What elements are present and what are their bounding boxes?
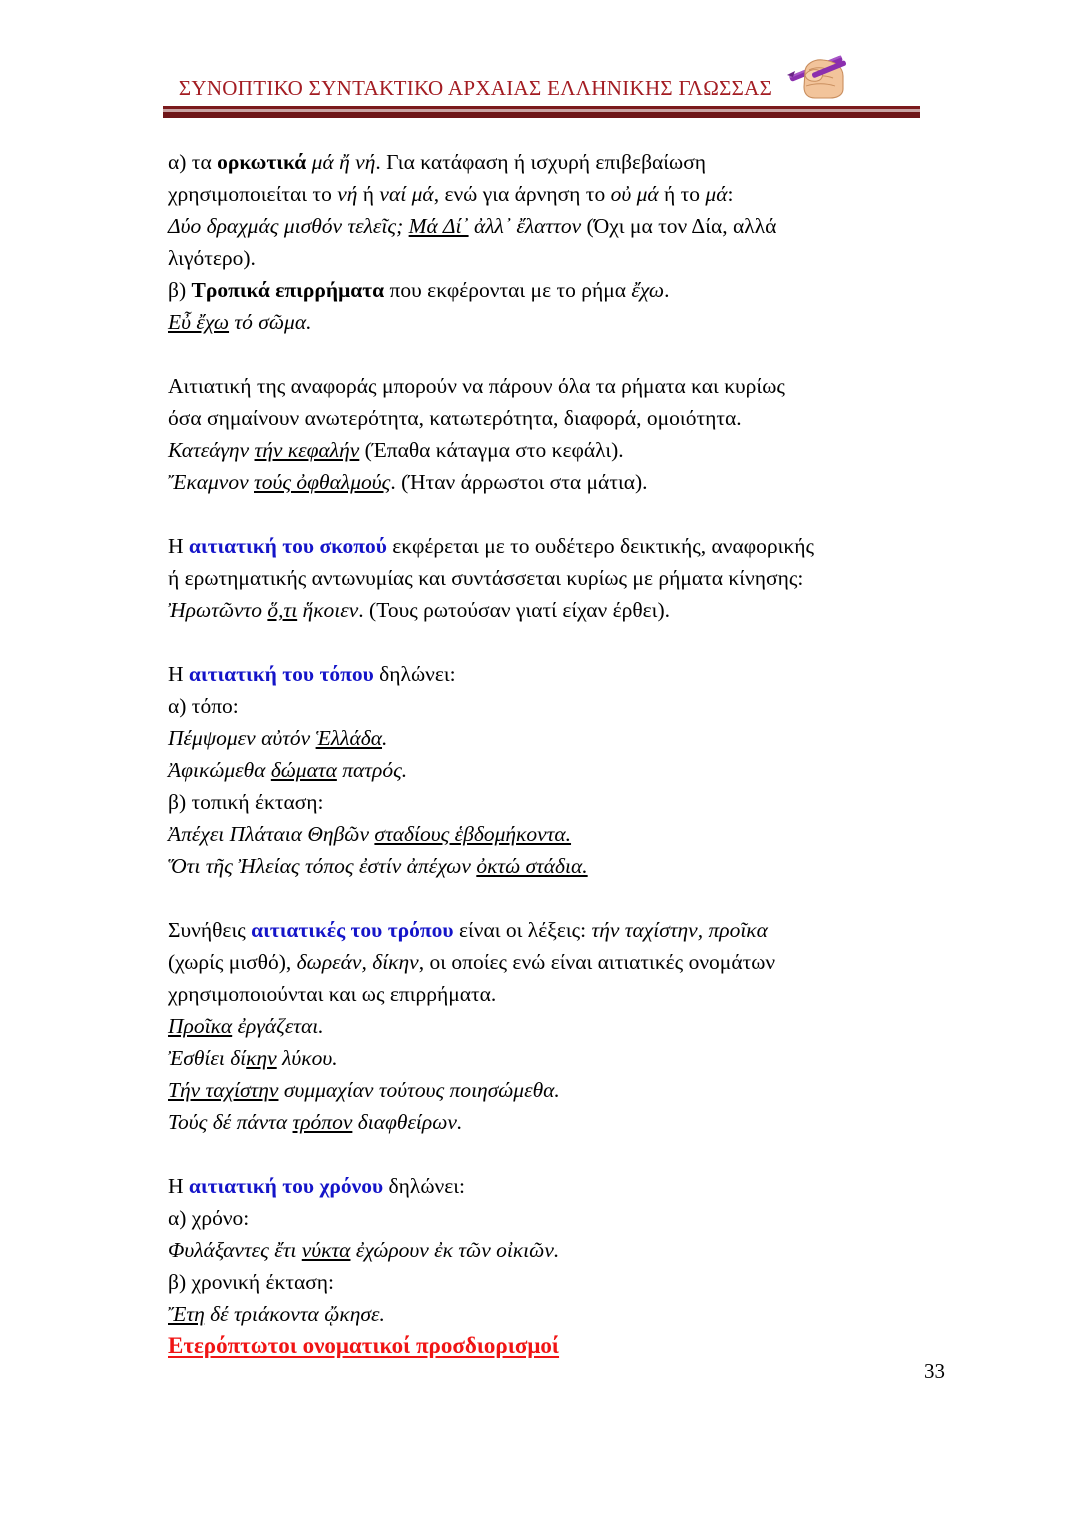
text-run: Ἔκαμνον	[168, 470, 254, 494]
text-line	[168, 722, 928, 754]
header-divider-rule	[163, 106, 920, 118]
text-line	[168, 370, 928, 402]
text-run: , οι οποίες ενώ είναι αιτιατικές ονομάτων	[418, 950, 776, 974]
text-run: δωρεάν, δίκην	[296, 950, 419, 974]
text-run: Εὖ ἔχω	[168, 310, 230, 334]
highlighted-term: αιτιατική του χρόνου	[188, 1174, 384, 1198]
text-line	[168, 402, 928, 434]
text-run: τούς ὀφθαλμούς	[254, 470, 391, 494]
text-line	[168, 1074, 928, 1106]
text-run: ή ερωτηματικής αντωνυμίας και συντάσσεται κυρίως με ρήματα κίνησης:	[168, 566, 804, 590]
text-line	[168, 1234, 928, 1266]
text-run: πατρός.	[336, 758, 408, 782]
text-run: Ἐσθίει δί	[168, 1046, 247, 1070]
text-run: σταδίους ἑβδομήκοντα.	[374, 822, 572, 846]
text-run: συμμαχίαν τούτους ποιησώμεθα.	[278, 1078, 560, 1102]
text-line	[168, 434, 928, 466]
text-block-aitiatiki-anaforas	[168, 370, 928, 498]
text-run: , ενώ για άρνηση το	[433, 182, 611, 206]
text-run: ἐχώρουν ἐκ τῶν οἰκιῶν.	[350, 1238, 560, 1262]
text-run: ή το	[664, 182, 706, 206]
text-line	[168, 1170, 928, 1202]
text-line	[168, 690, 928, 722]
text-line	[168, 1298, 928, 1330]
text-block-aitiatiki-chronou	[168, 1170, 928, 1330]
text-run: χρησιμοποιείται το	[168, 182, 338, 206]
text-line	[168, 818, 928, 850]
text-line	[168, 146, 928, 178]
text-line	[168, 530, 928, 562]
text-run: κην	[246, 1046, 277, 1070]
text-line	[168, 1202, 928, 1234]
text-line	[168, 1106, 928, 1138]
text-run: μά ἤ νή	[311, 150, 376, 174]
text-line	[168, 242, 928, 274]
text-run: Τροπικά επιρρήματα	[191, 278, 385, 302]
text-run: ή	[362, 182, 380, 206]
text-run: λύκου.	[276, 1046, 338, 1070]
highlighted-term: αιτιατικές του τρόπου	[251, 918, 454, 942]
text-run: ἐργάζεται.	[232, 1014, 324, 1038]
text-run: ἔχω	[631, 278, 665, 302]
highlighted-term: αιτιατική του σκοπού	[188, 534, 387, 558]
text-run: ὅ,τι	[267, 598, 298, 622]
text-run: Η	[168, 534, 189, 558]
text-line	[168, 1266, 928, 1298]
text-run: (Έπαθα κάταγμα στο κεφάλι).	[359, 438, 624, 462]
text-run: Ἠρωτῶντο	[168, 598, 268, 622]
text-line	[168, 946, 928, 978]
text-run: νή	[337, 182, 363, 206]
text-run: δηλώνει:	[373, 662, 456, 686]
text-run: β) τοπική έκταση:	[168, 790, 324, 814]
text-run: α) τα	[168, 150, 218, 174]
text-run: ναί μά	[379, 182, 434, 206]
text-run: Ἑλλάδα	[315, 726, 383, 750]
text-run: Προῖκα	[168, 1014, 233, 1038]
text-line	[168, 306, 928, 338]
text-run: μά	[705, 182, 728, 206]
page-number: 33	[924, 1359, 945, 1383]
text-run: είναι οι λέξεις:	[453, 918, 592, 942]
text-run: δώματα	[270, 758, 337, 782]
text-run: Τήν ταχίστην	[168, 1078, 279, 1102]
text-line	[168, 1042, 928, 1074]
text-run: δέ τριάκοντα ᾤκησε.	[204, 1302, 385, 1326]
text-line	[168, 978, 928, 1010]
text-run: Η	[168, 662, 189, 686]
text-run: οὐ μά	[610, 182, 665, 206]
text-run: Η	[168, 1174, 189, 1198]
text-run: ἥκοιεν	[297, 598, 359, 622]
text-run: τρόπον	[292, 1110, 353, 1134]
text-run: . (Τους ρωτούσαν γιατί είχαν έρθει).	[358, 598, 670, 622]
text-run: λιγότερο).	[168, 246, 256, 270]
text-block-aitiatiki-skopou	[168, 530, 928, 626]
text-line	[168, 1010, 928, 1042]
text-line	[168, 594, 928, 626]
text-run: ἀλλ᾽ ἔλαττον	[468, 214, 587, 238]
text-line	[168, 754, 928, 786]
text-run: Πέμψομεν αὐτόν	[168, 726, 316, 750]
text-block-aitiatikes-tropou	[168, 914, 928, 1138]
text-run: Φυλάξαντες ἔτι	[168, 1238, 302, 1262]
text-line	[168, 850, 928, 882]
text-run: Μά Δί᾽	[408, 214, 469, 238]
text-run: :	[727, 182, 734, 206]
page-title: ΣΥΝΟΠΤΙΚΟ ΣΥΝΤΑΚΤΙΚΟ ΑΡΧΑΙΑΣ ΕΛΛΗΝΙΚΗΣ ΓΛΩΣΣΑΣ	[178, 76, 773, 100]
text-run: διαφθείρων.	[352, 1110, 463, 1134]
text-run: Ἔτη	[168, 1302, 205, 1326]
document-body	[168, 146, 928, 1362]
text-run: τήν ταχίστην, προῖκα	[591, 918, 768, 942]
text-run: ὀκτώ στάδια.	[476, 854, 588, 878]
text-run: β)	[168, 278, 192, 302]
text-run: Αιτιατική της αναφοράς μπορούν να πάρουν όλα τα ρήματα και κυρίως	[168, 374, 785, 398]
text-run: Δύο δραχμάς μισθόν τελεῖς;	[168, 214, 409, 238]
text-run: όσα σημαίνουν ανωτερότητα, κατωτερότητα, διαφορά, ομοιότητα.	[168, 406, 742, 430]
text-line	[168, 274, 928, 306]
text-run: (χωρίς μισθό),	[168, 950, 297, 974]
text-block-orkotika-tropika	[168, 146, 928, 338]
text-line	[168, 914, 928, 946]
text-line	[168, 562, 928, 594]
text-run: .	[382, 726, 388, 750]
text-line	[168, 178, 928, 210]
text-run: Ἀπέχει Πλάταια Θηβῶν	[168, 822, 375, 846]
hand-writing-pen-icon	[785, 42, 855, 100]
text-run: Τούς δέ πάντα	[168, 1110, 293, 1134]
text-run: χρησιμοποιούνται και ως επιρρήματα.	[168, 982, 497, 1006]
text-run: Συνήθεις	[168, 918, 252, 942]
section-heading-eteroptota: Ετερόπτωτοι ονοματικοί προσδιορισμοί	[168, 1333, 560, 1358]
text-run: τό σῶμα.	[229, 310, 312, 334]
text-run: δηλώνει:	[383, 1174, 465, 1198]
text-run: Κατεάγην	[168, 438, 255, 462]
text-run: ορκωτικά	[217, 150, 307, 174]
highlighted-term: αιτιατική του τόπου	[188, 662, 374, 686]
text-run: . (Ήταν άρρωστοι στα μάτια).	[390, 470, 648, 494]
text-run: Ἀφικώμεθα	[168, 758, 271, 782]
text-line	[168, 210, 928, 242]
text-run: νύκτα	[301, 1238, 351, 1262]
text-run: (Όχι μα τον Δία, αλλά	[586, 214, 777, 238]
text-run: εκφέρεται με το ουδέτερο δεικτικής, αναφορικής	[386, 534, 815, 558]
text-run: Ὅτι τῆς Ἠλείας τόπος ἐστίν ἀπέχων	[168, 854, 477, 878]
text-run: .	[664, 278, 670, 302]
text-line	[168, 466, 928, 498]
text-line	[168, 658, 928, 690]
text-run: α) τόπο:	[168, 694, 239, 718]
text-run: . Για κατάφαση ή ισχυρή επιβεβαίωση	[375, 150, 707, 174]
text-block-aitiatiki-topou	[168, 658, 928, 882]
text-run: που εκφέρονται με το ρήμα	[384, 278, 632, 302]
text-run: α) χρόνο:	[168, 1206, 250, 1230]
text-line	[168, 786, 928, 818]
text-run: τήν κεφαλήν	[254, 438, 360, 462]
text-run: β) χρονική έκταση:	[168, 1270, 335, 1294]
